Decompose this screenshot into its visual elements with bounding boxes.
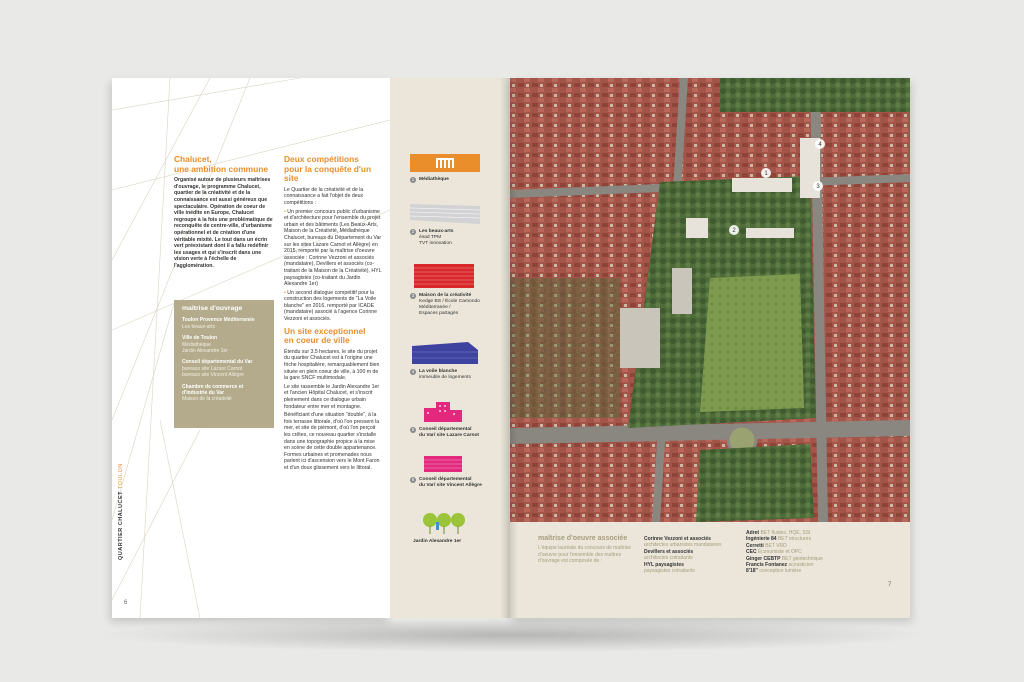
mo-group-item: bureaux site Lazare Carnot [182,365,243,372]
column-1 [174,155,276,272]
moa-engineer-name: CEC [746,549,757,556]
moa-engineer-role: BET structures [777,536,811,543]
site-paragraph-2: Le site rassemble le Jardin Alexandre 1er et l'ancien Hôpital Chalucet, et s'inscrit pleinement dans ce dialogue urbain fondateur entre mer et montagne. [284,383,380,410]
legend-sub: du Var/ site Vincent Allègre [419,483,482,488]
mo-group-item: Jardin Alexandre 1er [182,348,228,355]
heading-competitions-line1: Deux compétitions [284,154,359,164]
moa-engineer-name: Adret [746,530,760,536]
moa-engineer-name: Cerretti [746,542,764,549]
legend-title: Conseil départemental [419,477,472,482]
moa-engineer-name: Ginger CEBTP [746,555,781,562]
moa-architect-role: paysagistes cotraitants [644,568,695,575]
svg-text:4: 4 [818,142,822,148]
bullet-mark: • [284,208,288,215]
mediatheque-icon [410,152,480,174]
aerial-site-photo [510,78,910,522]
heading-site [284,327,382,346]
competition-bullet-2 [284,290,382,323]
svg-text:2: 2 [732,228,736,234]
beaux-arts-icon [410,200,480,226]
legend-sub: ésad TPM TVT innovation [419,235,452,246]
running-title [118,463,124,560]
legend-number: 4 [411,369,415,374]
jardin-icon [410,510,480,536]
maison-creativite-icon [410,262,480,290]
legend-item-conseil-lazare [410,398,500,439]
legend-item-mediatheque [410,152,500,183]
svg-text:1: 1 [764,171,768,177]
bullet-mark: • [284,289,288,296]
moa-architect-role: architectes urbanistes mandataires [644,542,722,549]
page-number-right: 7 [888,582,892,588]
mo-group-item: Médiathèque [182,341,211,348]
moa-architect-name: Corinne Vezzoni et associés [644,536,711,542]
moa-architect [644,562,744,575]
legend-number: 2 [411,229,415,234]
mo-group [182,384,266,403]
site-paragraph-3: Bénéficiant d'une situation "double", à la fois terrasse littorale, d'où l'on pressent la mer, et site de piémont, d'où l'on perçoit les crêtes, ce nouveau quartier s'installe dans une topographie propice à la mise en scène de cette double appartenance. Formes urbaines et promenades nous parlent ici d'ascension vers le Mont Faron et d'un doux glissement vers le littoral. [284,412,380,471]
legend-title: Les beaux-arts [419,229,454,234]
column-2 [284,155,382,474]
competition-bullet-1 [284,209,382,288]
moa-intro: L'équipe lauréate du concours de maîtrise d'oeuvre pour l'ensemble des maîtres d'ouvrage est composée de : [538,545,631,565]
moa-title: maîtrise d'oeuvre associée [538,535,628,542]
moa-architect [644,549,744,562]
heading-site-line2: en coeur de ville [284,335,350,346]
legend-item-jardin [410,510,500,545]
maitrise-ouvrage-title: maîtrise d'ouvrage [182,305,243,312]
mo-group-item: Les beaux-arts [182,323,216,330]
moa-engineer-role: BET fluides, HQE, SSI [760,530,811,536]
moa-engineer-name: 8'18'' [746,568,758,575]
moa-engineer-role: acousticien [788,562,814,569]
heading-competitions [284,155,382,184]
mo-group-item: bureaux site Vincent Allègre [182,372,244,379]
mo-group [182,317,266,330]
legend-number: 5 [411,427,415,432]
page-number-left: 6 [124,600,128,606]
voile-blanche-icon [410,340,480,366]
moa-architect-name: Devillers et associés [644,548,694,555]
moa-engineer-role: BET géotechnique [781,555,823,562]
heading-site-line1: Un site exceptionnel [284,325,366,336]
legend-title: Conseil départemental [419,427,472,432]
map-marker [761,168,771,178]
legend-number: 6 [411,477,415,482]
maitrise-ouvrage-box [174,300,274,428]
legend-sub: du Var/ site Lazare Carnot [419,433,480,438]
conseil-lazare-icon [410,398,480,424]
heading-ambition-line2: une ambition commune [174,163,268,174]
mo-group-item: Maison de la créativité [182,396,232,403]
mo-group-name: Chambre de commerce et d'industrie du Var [182,383,244,397]
heading-ambition [174,155,276,174]
map-marker [815,139,825,149]
moa-engineer-role: conception lumière [759,568,802,575]
moa-architects [644,536,744,574]
moa-engineer-name: Ingénierie 84 [746,536,777,543]
legend-sub: Kedge BS / École Camondo Méditerranée / Espaces partagés [419,299,480,316]
moa-engineer-role: BET VRD [765,542,787,549]
mo-group-name: Toulon Provence Méditerranée [182,317,255,324]
moa-intro-block [538,536,638,565]
legend-number: 3 [411,293,415,298]
moa-engineers [746,530,866,575]
legend-title: Médiathèque [419,177,449,182]
legend-item-voile-blanche [410,340,500,381]
running-title-city: TOULON [118,463,124,489]
mo-group [182,359,266,378]
moa-engineer-role: Économiste et OPC [757,549,802,556]
intro-paragraph: Organisé autour de plusieurs maîtrises d'ouvrage, le programme Chalucet, quartier de la créativité et de la connaissance est aussi généreux que spectaculaire. Opération de coeur de ville inédite en Europe, Chalucet regroupe à la fois une problématique de reconquête de centre-ville, d'urbanisme opérationnel et de création d'une véritable mixité. Le tout dans un écrin vert préexistant dont il a fallu redéfinir les usages et qui s'inscrit dans une vision verte à l'échelle de l'agglomération. [174,177,273,269]
site-paragraph-1: Étendu sur 3,5 hectares, le site du projet du quartier Chalucet est à l'origine une friche hospitalière, remarquablement bien située en plein coeur de ville, à 100 m de la gare SNCF multimodale. [284,348,380,382]
competitions-intro: Le Quartier de la créativité et de la connaissance a fait l'objet de deux compétitions : [284,186,364,206]
moa-architect [644,536,744,549]
svg-text:3: 3 [816,184,820,190]
bullet-text: Un premier concours public d'urbanisme et d'architecture pour l'ensemble du projet urbain et des bâtiments (Les Beaux-Arts, Maison de la Créativité, Médiathèque Chalucet, bureaux du Département du Var sur les sites Lazare Carnot et Allègre) en 2015, remporté par la maîtrise d'oeuvre associée : Corinne Vezzoni et associés (mandataire), Devillers et associés (co-traitant de la Maison de la Créativité), HYL paysagistes (co-traitant du Jardin Alexandre 1er) [284,208,382,288]
conseil-allegre-icon [410,452,480,474]
moa-engineer [746,568,866,574]
legend-sub: immeuble de logements [419,375,471,380]
moa-architect-name: HYL paysagistes [644,561,684,568]
running-title-main: QUARTIER CHALUCET [118,491,124,560]
heading-competitions-line2: pour la conquête d'un site [284,163,372,184]
moa-architect-role: architectes cotraitants [644,555,693,562]
legend-item-beaux-arts [410,200,500,247]
legend-title: Maison de la créativité [419,293,472,298]
legend-item-maison-creativite [410,262,500,317]
mo-group-name: Ville de Toulon [182,335,218,342]
mo-group-name: Conseil départemental du Var [182,359,253,366]
map-marker [813,181,823,191]
legend-title: La voile blanche [419,369,458,374]
legend-title: Jardin Alexandre 1er [413,539,462,544]
legend-item-conseil-allegre [410,452,500,489]
bullet-text: Un second dialogue compétitif pour la construction des logements de "La Voile blanche" en 2016, remporté par ICADE (mandataire) associé à l'agence Corinne Vezzoni et associés. [284,289,377,323]
heading-ambition-line1: Chalucet, [174,154,212,164]
mo-group [182,335,266,354]
map-marker [729,225,739,235]
legend-number: 1 [411,177,415,182]
moa-engineer-name: Francis Fontanez [746,562,788,569]
